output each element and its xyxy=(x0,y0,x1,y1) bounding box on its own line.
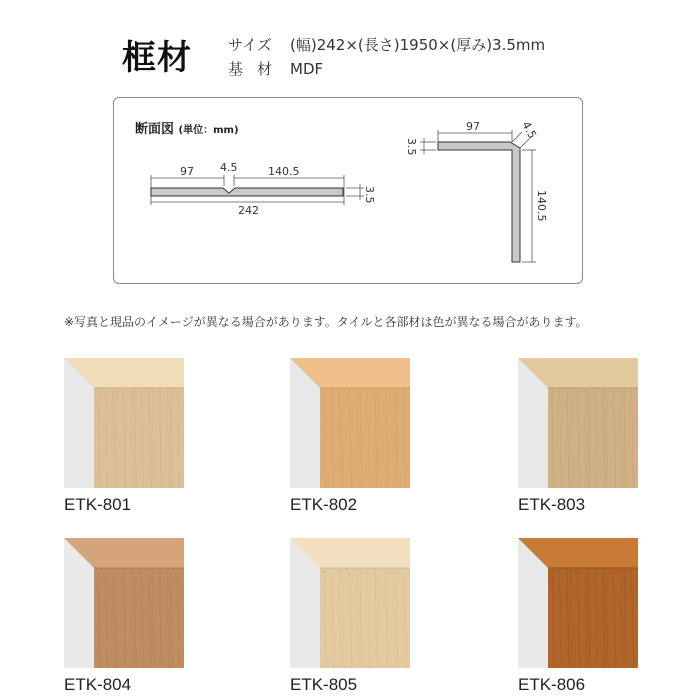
product-card[interactable] xyxy=(64,358,184,514)
flat-profile xyxy=(151,161,376,217)
swatch-image xyxy=(290,358,410,488)
product-swatch xyxy=(64,358,184,488)
product-code: ETK-806 xyxy=(518,675,586,694)
bent-profile xyxy=(405,119,548,262)
disclaimer-note: ※写真と現品のイメージが異なる場合があります。タイルと各部材は色が異なる場合があります。 xyxy=(64,315,588,329)
product-card[interactable] xyxy=(290,358,410,514)
product-code: ETK-803 xyxy=(518,495,586,514)
product-swatch xyxy=(518,538,638,668)
product-code: ETK-804 xyxy=(64,675,132,694)
product-code: ETK-805 xyxy=(290,675,358,694)
page-title: 框材 xyxy=(122,38,192,78)
flat-thickness: 3.5 xyxy=(363,186,376,204)
product-swatch xyxy=(64,538,184,668)
product-card[interactable] xyxy=(518,358,638,514)
size-value: (幅)242×(長さ)1950×(厚み)3.5mm xyxy=(290,36,546,54)
product-card[interactable] xyxy=(290,538,410,694)
swatch-image xyxy=(518,358,638,488)
flat-total-width: 242 xyxy=(238,204,259,217)
swatch-image xyxy=(518,538,638,668)
bent-top-width: 97 xyxy=(466,120,480,133)
bent-height: 140.5 xyxy=(535,190,548,222)
size-label: サイズ xyxy=(228,36,272,54)
product-swatch xyxy=(290,538,410,668)
swatch-image xyxy=(64,358,184,488)
flat-right-width: 140.5 xyxy=(268,165,300,178)
product-card[interactable] xyxy=(64,538,184,694)
unit-label: (単位：mm) xyxy=(178,125,239,136)
material-label: 基材 xyxy=(228,60,287,78)
swatch-image xyxy=(290,538,410,668)
product-swatch xyxy=(290,358,410,488)
cross-section-diagram xyxy=(0,0,700,300)
material-value: MDF xyxy=(290,60,324,78)
cross-section-label: 断面図 xyxy=(135,122,175,137)
product-code: ETK-801 xyxy=(64,495,132,514)
bent-corner-width: 4.5 xyxy=(519,119,540,141)
product-code: ETK-802 xyxy=(290,495,358,514)
swatch-image xyxy=(64,538,184,668)
flat-left-width: 97 xyxy=(180,165,194,178)
product-swatch xyxy=(518,358,638,488)
bent-thickness: 3.5 xyxy=(405,138,418,156)
product-card[interactable] xyxy=(518,538,638,694)
flat-gap-width: 4.5 xyxy=(220,161,238,174)
